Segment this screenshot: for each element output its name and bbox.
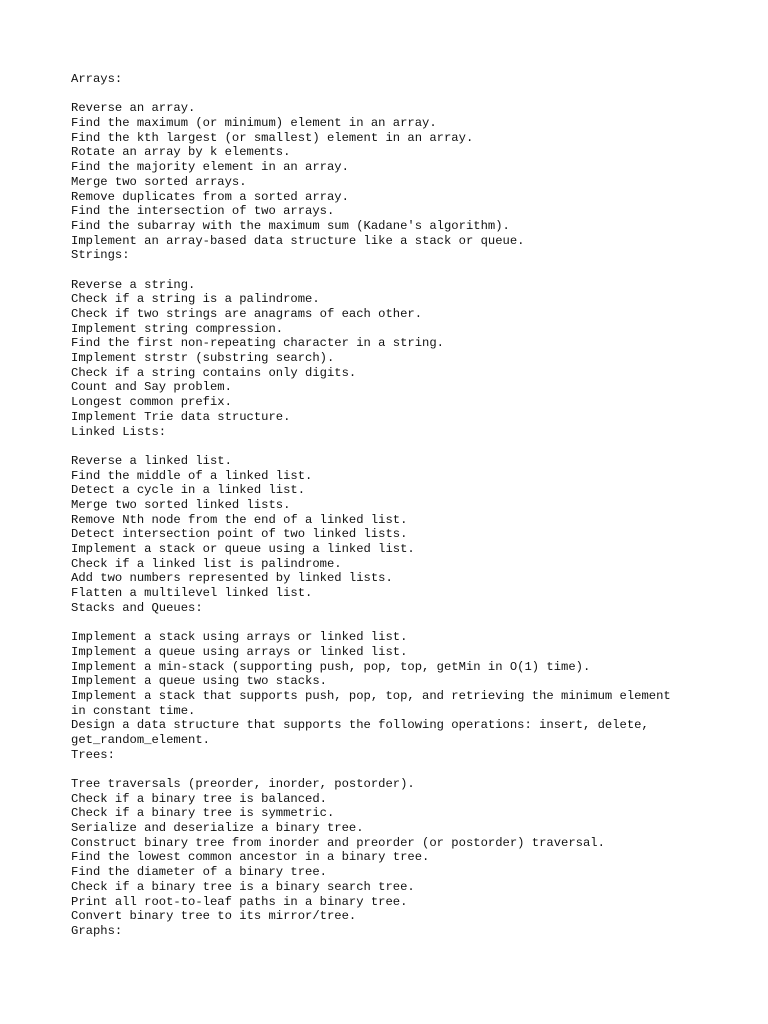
section-graphs (71, 924, 751, 939)
list-item: Implement a stack using arrays or linked list. (71, 630, 408, 645)
list-item: Implement an array-based data structure like a stack or queue. (71, 233, 525, 248)
list-item: Implement strstr (substring search). (71, 351, 335, 366)
section-linked-lists (71, 425, 751, 601)
list-item: in constant time. (71, 703, 196, 718)
list-item: Detect a cycle in a linked list. (71, 483, 306, 498)
list-item: Tree traversals (preorder, inorder, postorder). (71, 777, 415, 791)
list-item: Merge two sorted linked lists. (71, 497, 291, 512)
list-item: Reverse a linked list. (71, 453, 232, 468)
list-item: Check if a string is a palindrome. (71, 292, 320, 307)
section-heading: Strings: (71, 248, 130, 263)
list-item: Reverse a string. (71, 277, 196, 292)
list-item: Flatten a multilevel linked list. (71, 586, 313, 601)
list-item: Detect intersection point of two linked lists. (71, 527, 408, 542)
list-item: Remove Nth node from the end of a linked list. (71, 512, 408, 527)
list-item: Find the kth largest (or smallest) element in an array. (71, 130, 474, 145)
list-item: Check if a linked list is palindrome. (71, 556, 342, 571)
list-item: Check if a binary tree is a binary search tree. (71, 879, 415, 894)
list-item: Find the majority element in an array. (71, 160, 349, 175)
section-heading: Arrays: (71, 72, 123, 86)
section-stacks-and-queues (71, 601, 751, 748)
list-item: Implement a queue using arrays or linked list. (71, 644, 408, 659)
list-item: Implement a stack or queue using a linked list. (71, 542, 415, 556)
list-item: Implement Trie data structure. (71, 409, 291, 424)
section-heading: Trees: (71, 747, 115, 762)
list-item: Add two numbers represented by linked lists. (71, 571, 393, 586)
list-item: Reverse an array. (71, 101, 196, 116)
blank-line (71, 615, 751, 630)
section-arrays (71, 72, 751, 248)
document-text (71, 72, 751, 939)
list-item: Find the maximum (or minimum) element in an array. (71, 116, 437, 131)
list-item: Find the lowest common ancestor in a binary tree. (71, 850, 430, 865)
list-item: Print all root-to-leaf paths in a binary tree. (71, 894, 408, 909)
list-item: Design a data structure that supports the following operations: insert, delete, (71, 718, 649, 733)
list-item: Remove duplicates from a sorted array. (71, 189, 349, 204)
list-item: Check if two strings are anagrams of each other. (71, 307, 423, 321)
list-item: Implement a stack that supports push, pop, top, and retrieving the minimum element (71, 688, 671, 703)
list-item: Find the middle of a linked list. (71, 468, 313, 483)
list-item: get_random_element. (71, 732, 210, 747)
list-item: Implement a min-stack (supporting push, pop, top, getMin in O(1) time). (71, 659, 591, 674)
list-item: Find the intersection of two arrays. (71, 204, 335, 219)
list-item: Merge two sorted arrays. (71, 174, 247, 189)
section-trees (71, 748, 751, 924)
blank-line (71, 87, 751, 102)
list-item: Find the subarray with the maximum sum (Kadane's algorithm). (71, 218, 510, 233)
list-item: Implement string compression. (71, 321, 284, 336)
list-item: Construct binary tree from inorder and preorder (or postorder) traversal. (71, 835, 605, 850)
section-heading: Linked Lists: (71, 424, 167, 439)
section-strings (71, 248, 751, 424)
blank-line (71, 439, 751, 454)
list-item: Longest common prefix. (71, 395, 232, 410)
list-item: Implement a queue using two stacks. (71, 674, 327, 689)
list-item: Serialize and deserialize a binary tree. (71, 821, 364, 836)
list-item: Check if a binary tree is symmetric. (71, 806, 335, 821)
list-item: Count and Say problem. (71, 380, 232, 395)
list-item: Convert binary tree to its mirror/tree. (71, 909, 357, 924)
list-item: Check if a binary tree is balanced. (71, 791, 327, 806)
list-item: Find the first non-repeating character in a string. (71, 336, 444, 351)
list-item: Find the diameter of a binary tree. (71, 865, 327, 880)
section-heading: Graphs: (71, 923, 123, 938)
section-heading: Stacks and Queues: (71, 600, 203, 615)
blank-line (71, 263, 751, 278)
list-item: Check if a string contains only digits. (71, 365, 357, 380)
list-item: Rotate an array by k elements. (71, 145, 291, 160)
blank-line (71, 762, 751, 777)
